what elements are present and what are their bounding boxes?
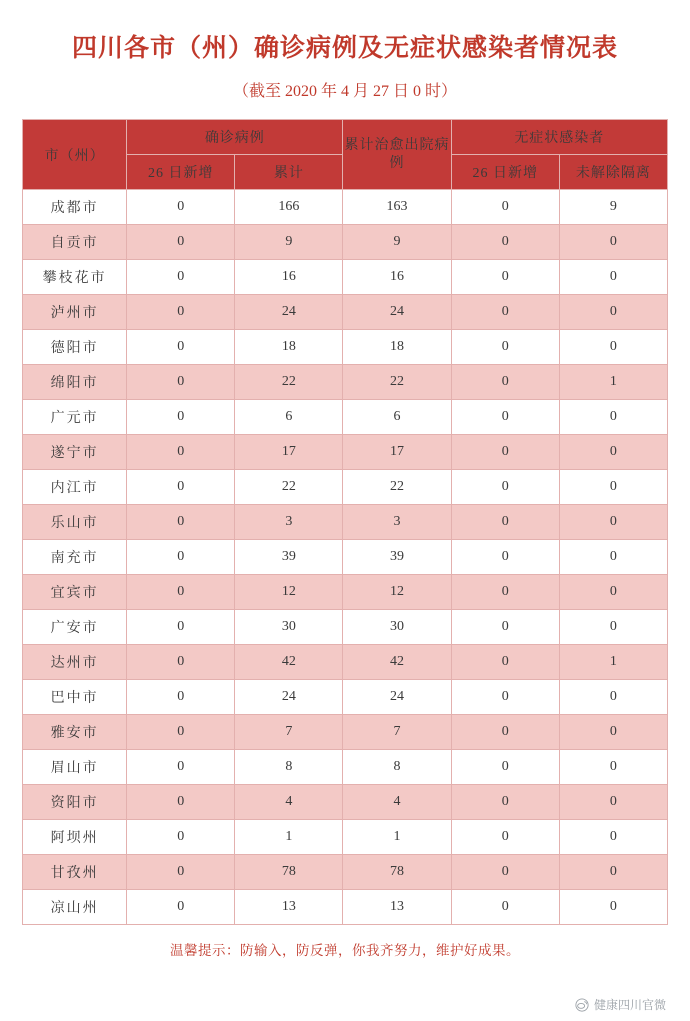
cell-confirmed-total: 166 (235, 190, 343, 225)
cell-cured-total: 17 (343, 435, 451, 470)
table-row (23, 435, 668, 470)
cell-city: 成都市 (23, 190, 127, 225)
cell-confirmed-total: 42 (235, 645, 343, 680)
cell-confirmed-total: 39 (235, 540, 343, 575)
table-row (23, 190, 668, 225)
table-row (23, 610, 668, 645)
cell-asymptomatic-new: 0 (451, 400, 559, 435)
cell-asymptomatic-new: 0 (451, 225, 559, 260)
cell-cured-total: 30 (343, 610, 451, 645)
table-row (23, 680, 668, 715)
cell-asymptomatic-new: 0 (451, 715, 559, 750)
cell-asymptomatic-quarantine: 0 (559, 575, 667, 610)
cell-confirmed-new: 0 (127, 505, 235, 540)
cell-asymptomatic-new: 0 (451, 680, 559, 715)
table-row (23, 855, 668, 890)
cell-asymptomatic-new: 0 (451, 890, 559, 925)
cell-confirmed-new: 0 (127, 785, 235, 820)
header-confirmed-new: 26 日新增 (127, 155, 235, 190)
cell-asymptomatic-quarantine: 0 (559, 470, 667, 505)
cell-confirmed-total: 78 (235, 855, 343, 890)
cell-confirmed-new: 0 (127, 190, 235, 225)
cell-cured-total: 42 (343, 645, 451, 680)
table-row (23, 295, 668, 330)
table-body (23, 190, 668, 925)
cell-asymptomatic-quarantine: 0 (559, 715, 667, 750)
cell-confirmed-total: 24 (235, 295, 343, 330)
table-row (23, 575, 668, 610)
cell-asymptomatic-new: 0 (451, 610, 559, 645)
cell-confirmed-total: 17 (235, 435, 343, 470)
cell-asymptomatic-quarantine: 0 (559, 295, 667, 330)
cell-asymptomatic-quarantine: 0 (559, 820, 667, 855)
cell-confirmed-total: 18 (235, 330, 343, 365)
cell-cured-total: 39 (343, 540, 451, 575)
cell-confirmed-new: 0 (127, 575, 235, 610)
cell-asymptomatic-quarantine: 0 (559, 400, 667, 435)
header-confirmed-total: 累计 (235, 155, 343, 190)
cell-city: 凉山州 (23, 890, 127, 925)
cell-asymptomatic-quarantine: 0 (559, 540, 667, 575)
cell-cured-total: 22 (343, 365, 451, 400)
cell-confirmed-total: 16 (235, 260, 343, 295)
cell-confirmed-total: 7 (235, 715, 343, 750)
cell-confirmed-new: 0 (127, 225, 235, 260)
cell-asymptomatic-new: 0 (451, 855, 559, 890)
cell-asymptomatic-new: 0 (451, 365, 559, 400)
table-row (23, 540, 668, 575)
cell-asymptomatic-new: 0 (451, 435, 559, 470)
cell-city: 资阳市 (23, 785, 127, 820)
cell-asymptomatic-quarantine: 0 (559, 750, 667, 785)
table-row (23, 505, 668, 540)
cell-cured-total: 16 (343, 260, 451, 295)
table-row (23, 890, 668, 925)
cell-asymptomatic-new: 0 (451, 575, 559, 610)
cell-city: 眉山市 (23, 750, 127, 785)
cell-city: 内江市 (23, 470, 127, 505)
cell-confirmed-new: 0 (127, 540, 235, 575)
cell-city: 达州市 (23, 645, 127, 680)
cell-asymptomatic-quarantine: 0 (559, 260, 667, 295)
cell-confirmed-new: 0 (127, 750, 235, 785)
table-row (23, 400, 668, 435)
cell-cured-total: 18 (343, 330, 451, 365)
table-row (23, 260, 668, 295)
table-row (23, 225, 668, 260)
cell-city: 遂宁市 (23, 435, 127, 470)
cell-asymptomatic-new: 0 (451, 750, 559, 785)
header-asymptomatic-new: 26 日新增 (451, 155, 559, 190)
cell-city: 德阳市 (23, 330, 127, 365)
cell-confirmed-total: 4 (235, 785, 343, 820)
cell-city: 甘孜州 (23, 855, 127, 890)
cell-confirmed-total: 30 (235, 610, 343, 645)
table-row (23, 330, 668, 365)
cell-asymptomatic-new: 0 (451, 330, 559, 365)
header-asymptomatic-quarantine: 未解除隔离 (559, 155, 667, 190)
cell-city: 广安市 (23, 610, 127, 645)
cell-cured-total: 9 (343, 225, 451, 260)
cell-city: 自贡市 (23, 225, 127, 260)
cell-cured-total: 22 (343, 470, 451, 505)
cell-cured-total: 1 (343, 820, 451, 855)
cell-confirmed-total: 22 (235, 365, 343, 400)
cell-city: 阿坝州 (23, 820, 127, 855)
cell-city: 乐山市 (23, 505, 127, 540)
cell-confirmed-new: 0 (127, 680, 235, 715)
cell-confirmed-new: 0 (127, 260, 235, 295)
cell-city: 巴中市 (23, 680, 127, 715)
cell-city: 攀枝花市 (23, 260, 127, 295)
cell-cured-total: 13 (343, 890, 451, 925)
table-header (23, 120, 668, 190)
cell-confirmed-new: 0 (127, 715, 235, 750)
watermark-label: 健康四川官微 (593, 998, 666, 1012)
cell-confirmed-new: 0 (127, 365, 235, 400)
cell-city: 南充市 (23, 540, 127, 575)
cell-city: 广元市 (23, 400, 127, 435)
cell-confirmed-new: 0 (127, 295, 235, 330)
cell-asymptomatic-quarantine: 0 (559, 330, 667, 365)
header-cured-total: 累计治愈出院病例 (343, 120, 451, 190)
header-confirmed-group: 确诊病例 (127, 120, 343, 155)
cell-cured-total: 24 (343, 680, 451, 715)
cell-cured-total: 24 (343, 295, 451, 330)
cell-cured-total: 7 (343, 715, 451, 750)
cell-asymptomatic-quarantine: 0 (559, 435, 667, 470)
cell-asymptomatic-new: 0 (451, 785, 559, 820)
cell-confirmed-new: 0 (127, 645, 235, 680)
cell-asymptomatic-quarantine: 0 (559, 855, 667, 890)
cell-confirmed-new: 0 (127, 330, 235, 365)
cell-city: 泸州市 (23, 295, 127, 330)
cell-asymptomatic-quarantine: 1 (559, 645, 667, 680)
cell-city: 宜宾市 (23, 575, 127, 610)
cell-asymptomatic-quarantine: 9 (559, 190, 667, 225)
page-title: 四川各市（州）确诊病例及无症状感染者情况表 (71, 35, 618, 62)
cell-confirmed-total: 9 (235, 225, 343, 260)
cell-asymptomatic-new: 0 (451, 645, 559, 680)
watermark (575, 996, 666, 1013)
table-row (23, 820, 668, 855)
page-subtitle: （截至 2020 年 4 月 27 日 0 时） (232, 83, 457, 100)
cell-asymptomatic-new: 0 (451, 540, 559, 575)
cell-cured-total: 163 (343, 190, 451, 225)
cell-asymptomatic-new: 0 (451, 190, 559, 225)
table-row (23, 365, 668, 400)
weibo-icon (575, 998, 589, 1012)
cell-cured-total: 4 (343, 785, 451, 820)
cell-confirmed-total: 12 (235, 575, 343, 610)
cell-confirmed-new: 0 (127, 855, 235, 890)
cell-asymptomatic-quarantine: 0 (559, 505, 667, 540)
cell-confirmed-total: 24 (235, 680, 343, 715)
cell-asymptomatic-quarantine: 0 (559, 680, 667, 715)
cell-city: 雅安市 (23, 715, 127, 750)
cell-asymptomatic-quarantine: 0 (559, 225, 667, 260)
table-row (23, 470, 668, 505)
header-asymptomatic-group: 无症状感染者 (451, 120, 667, 155)
cell-confirmed-new: 0 (127, 610, 235, 645)
cell-cured-total: 3 (343, 505, 451, 540)
cell-cured-total: 78 (343, 855, 451, 890)
cell-confirmed-new: 0 (127, 435, 235, 470)
cell-asymptomatic-new: 0 (451, 295, 559, 330)
cell-confirmed-total: 22 (235, 470, 343, 505)
cell-confirmed-new: 0 (127, 820, 235, 855)
table-row (23, 785, 668, 820)
cell-asymptomatic-quarantine: 1 (559, 365, 667, 400)
cell-asymptomatic-new: 0 (451, 820, 559, 855)
table-row (23, 715, 668, 750)
cell-confirmed-total: 13 (235, 890, 343, 925)
cell-confirmed-new: 0 (127, 400, 235, 435)
cell-asymptomatic-new: 0 (451, 470, 559, 505)
table-row (23, 750, 668, 785)
cell-confirmed-total: 8 (235, 750, 343, 785)
cell-asymptomatic-new: 0 (451, 260, 559, 295)
cell-asymptomatic-quarantine: 0 (559, 785, 667, 820)
cell-confirmed-new: 0 (127, 470, 235, 505)
header-city: 市（州） (23, 120, 127, 190)
cell-asymptomatic-new: 0 (451, 505, 559, 540)
cell-city: 绵阳市 (23, 365, 127, 400)
table-row (23, 645, 668, 680)
cell-confirmed-total: 1 (235, 820, 343, 855)
cell-confirmed-new: 0 (127, 890, 235, 925)
footer-note: 温馨提示：防输入，防反弹，你我齐努力，维护好成果。 (170, 943, 520, 958)
cell-confirmed-total: 6 (235, 400, 343, 435)
cell-cured-total: 12 (343, 575, 451, 610)
cell-confirmed-total: 3 (235, 505, 343, 540)
covid-statistics-table (22, 119, 668, 925)
cell-cured-total: 6 (343, 400, 451, 435)
cell-cured-total: 8 (343, 750, 451, 785)
cell-asymptomatic-quarantine: 0 (559, 890, 667, 925)
cell-asymptomatic-quarantine: 0 (559, 610, 667, 645)
